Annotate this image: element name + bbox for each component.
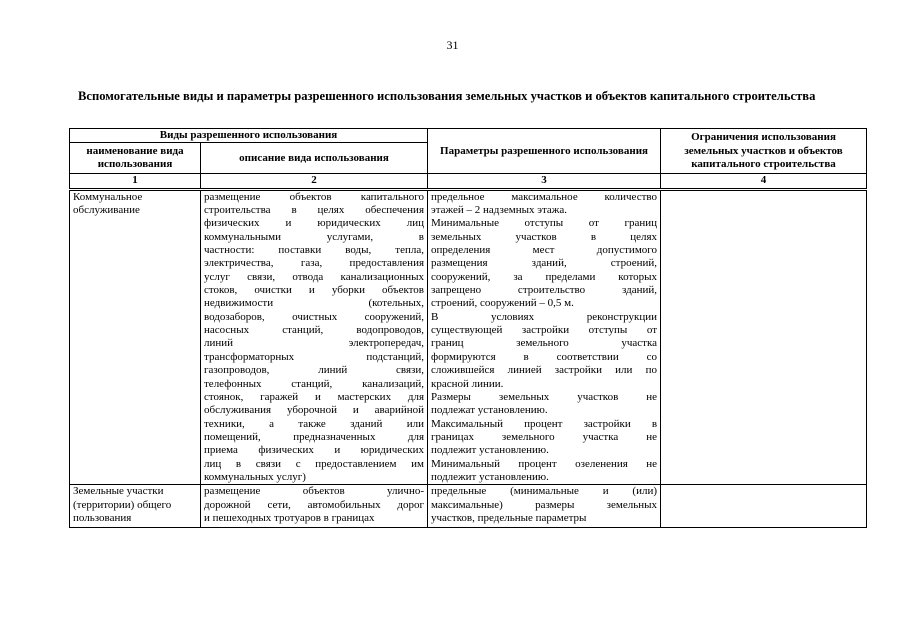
column-number: 2 [201, 174, 428, 189]
column-number: 1 [70, 174, 201, 189]
text-line: помещений, предназначенных для [204, 430, 425, 443]
table-row [70, 189, 867, 485]
text-line: максимальные) размеры земельных [431, 498, 658, 511]
col2-header: описание вида использования [201, 143, 428, 174]
text-line: подлежит установлению. [431, 444, 549, 457]
text-line: размещения зданий, строений, [431, 257, 658, 270]
use-name: Земельные участки (территории) общего пользования [70, 485, 201, 528]
text-line: коммунальных услуг) [204, 470, 306, 483]
use-parameters [428, 189, 661, 485]
text-line: трансформаторных подстанций, [204, 350, 425, 363]
text-line: Максимальный процент застройки в [431, 417, 658, 430]
text-line: участков, предельные параметры [431, 511, 587, 524]
col1-header: наименование вида использования [70, 143, 201, 174]
text-line: определения мест допустимого [431, 244, 658, 257]
text-line: этажей – 2 надземных этажа. [431, 204, 568, 217]
text-line: недвижимости (котельных, [204, 297, 425, 310]
land-use-table [69, 128, 867, 528]
use-description [201, 189, 428, 485]
text-line: запрещено строительство зданий, [431, 284, 658, 297]
text-line: и пешеходных тротуаров в границах [204, 511, 375, 524]
text-line: сооружений, за пределами которых [431, 270, 658, 283]
table-row [70, 485, 867, 528]
text-line: красной линии. [431, 377, 504, 390]
text-line: газопроводов, линий связи, [204, 364, 425, 377]
text-line: размещение объектов капитального [204, 190, 425, 203]
text-line: телефонных станций, канализаций, [204, 377, 425, 390]
text-line: стоянок, гаражей и мастерских для [204, 390, 425, 403]
column-number: 4 [661, 174, 867, 189]
use-parameters [428, 485, 661, 528]
col3-header: Параметры разрешенного использования [428, 129, 661, 174]
text-line: приема физических и юридических [204, 444, 425, 457]
page-number: 31 [446, 38, 459, 52]
text-line: строений, сооружений – 0,5 м. [431, 297, 574, 310]
use-description [201, 485, 428, 528]
col4-header: Ограничения использования земельных участков и объектов капитального строительства [661, 129, 867, 174]
group-header: Виды разрешенного использования [70, 129, 428, 143]
text-line: строительства в целях обеспечения [204, 204, 425, 217]
text-line: подлежит установлению. [431, 470, 549, 483]
text-line: техники, а также зданий или [204, 417, 425, 430]
text-line: обслуживания уборочной и аварийной [204, 404, 425, 417]
text-line: физических и юридических лиц [204, 217, 425, 230]
text-line: услуг связи, отвода канализационных [204, 270, 425, 283]
text-line: линий электропередач, [204, 337, 425, 350]
text-line: предельное максимальное количество [431, 190, 658, 203]
text-line: электричества, газа, предоставления [204, 257, 425, 270]
text-line: коммунальными услугами, в [204, 230, 425, 243]
text-line: насосных станций, водопроводов, [204, 324, 425, 337]
text-line: В условиях реконструкции [431, 310, 658, 323]
text-line: частности: поставки воды, тепла, [204, 244, 425, 257]
text-line: формируются в соответствии со [431, 350, 658, 363]
text-line: подлежат установлению. [431, 404, 548, 417]
text-line: Минимальный процент озеленения не [431, 457, 658, 470]
text-line: сложившейся линией застройки или по [431, 364, 658, 377]
text-line: лиц в связи с предоставлением им [204, 457, 425, 470]
use-restrictions [661, 485, 867, 528]
text-line: размещение объектов улично- [204, 485, 425, 498]
text-line: предельные (минимальные и (или) [431, 485, 658, 498]
text-line: водозаборов, очистных сооружений, [204, 310, 425, 323]
text-line: стоков, очистки и уборки объектов [204, 284, 425, 297]
text-line: существующей застройки отступы от [431, 324, 658, 337]
use-restrictions [661, 189, 867, 485]
text-line: земельных участков в целях [431, 230, 658, 243]
text-line: Размеры земельных участков не [431, 390, 658, 403]
section-heading: Вспомогательные виды и параметры разрешенного использования земельных участков и объектов капитального строительства [78, 89, 816, 103]
text-line: Минимальные отступы от границ [431, 217, 658, 230]
text-line: дорожной сети, автомобильных дорог [204, 498, 425, 511]
column-number: 3 [428, 174, 661, 189]
text-line: границ земельного участка [431, 337, 658, 350]
use-name: Коммунальное обслуживание [70, 189, 201, 485]
text-line: границах земельного участка не [431, 430, 658, 443]
